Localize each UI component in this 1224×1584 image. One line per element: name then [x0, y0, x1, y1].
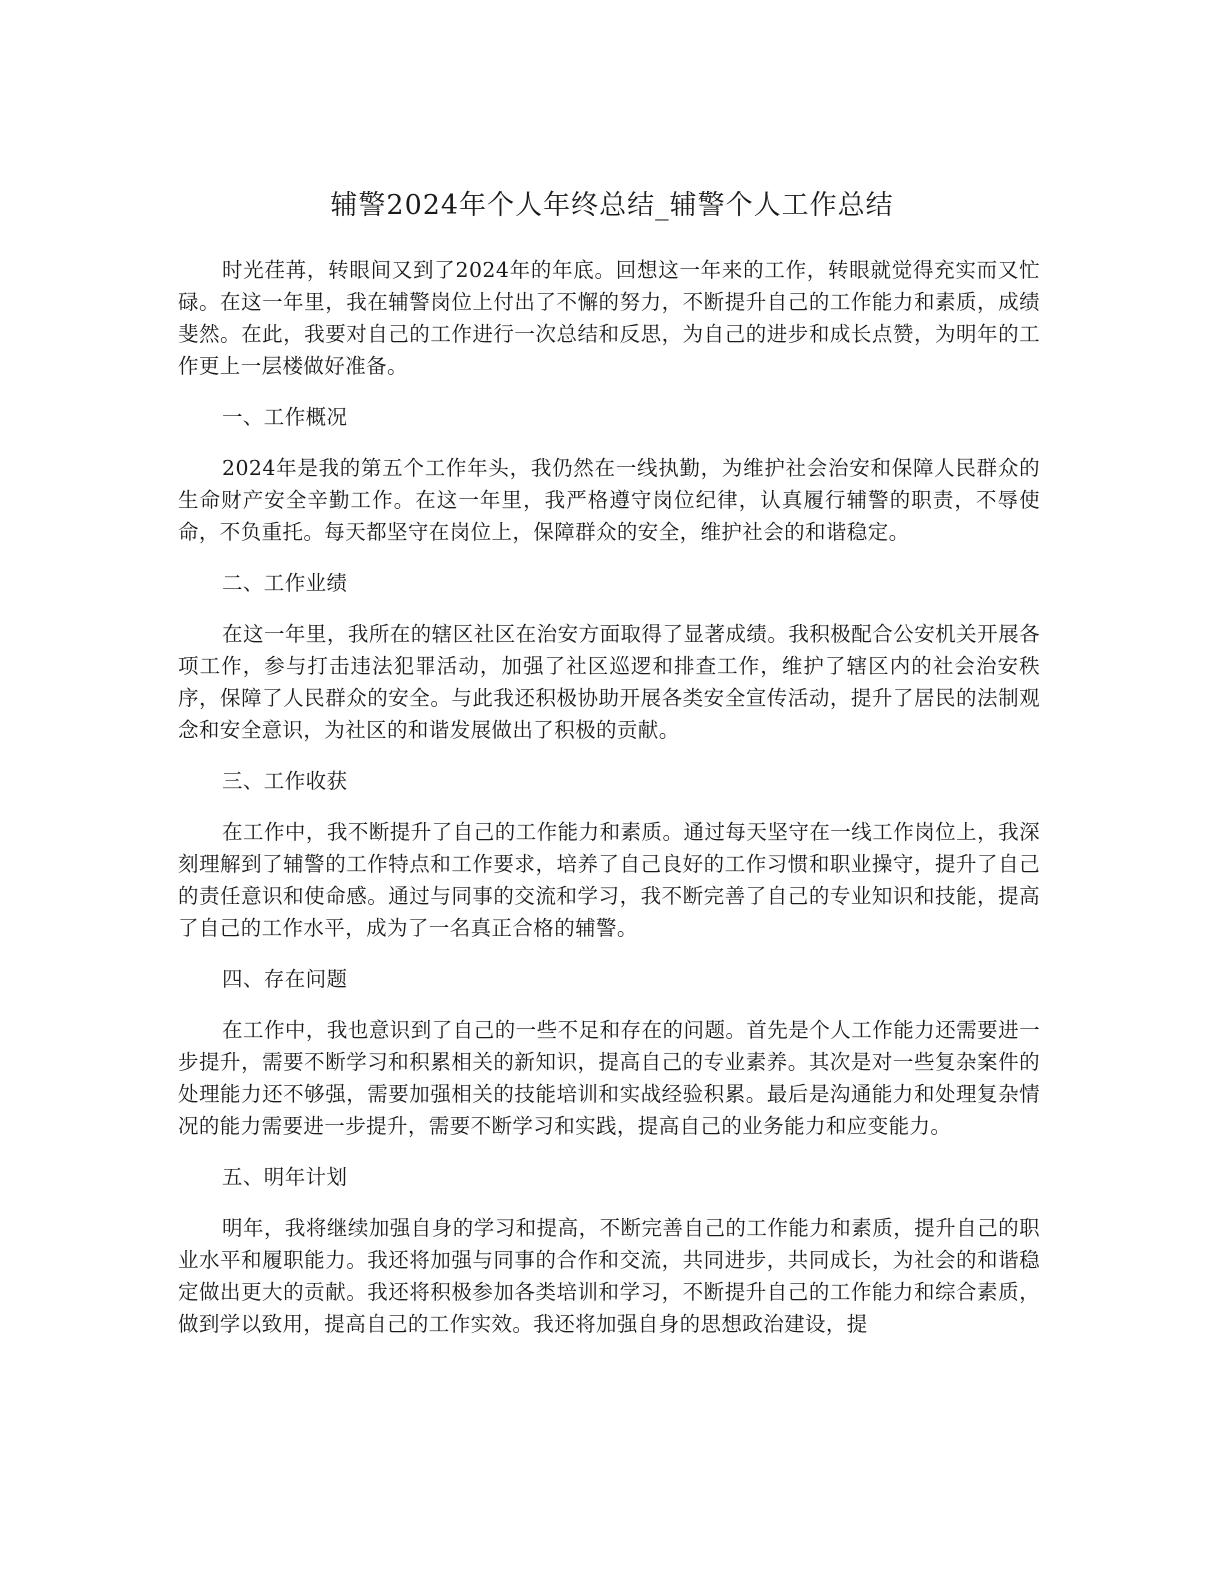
section-heading-gains: 三、工作收获 [222, 769, 348, 793]
section-heading-overview: 一、工作概况 [222, 405, 348, 429]
section-heading-problems: 四、存在问题 [222, 967, 348, 991]
section-heading-plan: 五、明年计划 [222, 1165, 348, 1189]
section-body-gains: 在工作中，我不断提升了自己的工作能力和素质。通过每天坚守在一线工作岗位上，我深刻理解到了辅警的工作特点和工作要求，培养了自己良好的工作习惯和职业操守，提升了自己的责任意识和使命感。通过与同事的交流和学习，我不断完善了自己的专业知识和技能，提高了自己的工作水平，成为了一名真正合格的辅警。 [178, 820, 1040, 940]
document-title: 辅警2024年个人年终总结_辅警个人工作总结 [330, 190, 894, 221]
section-body-overview: 2024年是我的第五个工作年头，我仍然在一线执勤，为维护社会治安和保障人民群众的生命财产安全辛勤工作。在这一年里，我严格遵守岗位纪律，认真履行辅警的职责，不辱使命，不负重托。每天都坚守在岗位上，保障群众的安全，维护社会的和谐稳定。 [178, 456, 1040, 544]
section-heading-achievements: 二、工作业绩 [222, 571, 348, 595]
intro-paragraph: 时光荏苒，转眼间又到了2024年的年底。回想这一年来的工作，转眼就觉得充实而又忙碌。在这一年里，我在辅警岗位上付出了不懈的努力，不断提升自己的工作能力和素质，成绩斐然。在此，我要对自己的工作进行一次总结和反思，为自己的进步和成长点赞，为明年的工作更上一层楼做好准备。 [178, 258, 1040, 378]
section-body-achievements: 在这一年里，我所在的辖区社区在治安方面取得了显著成绩。我积极配合公安机关开展各项工作，参与打击违法犯罪活动，加强了社区巡逻和排查工作，维护了辖区内的社会治安秩序，保障了人民群众的安全。与此我还积极协助开展各类安全宣传活动，提升了居民的法制观念和安全意识，为社区的和谐发展做出了积极的贡献。 [178, 622, 1040, 742]
document-body [178, 254, 1040, 1359]
section-body-problems: 在工作中，我也意识到了自己的一些不足和存在的问题。首先是个人工作能力还需要进一步提升，需要不断学习和积累相关的新知识，提高自己的专业素养。其次是对一些复杂案件的处理能力还不够强，需要加强相关的技能培训和实战经验积累。最后是沟通能力和处理复杂情况的能力需要进一步提升，需要不断学习和实践，提高自己的业务能力和应变能力。 [178, 1018, 1040, 1138]
section-body-plan: 明年，我将继续加强自身的学习和提高，不断完善自己的工作能力和素质，提升自己的职业水平和履职能力。我还将加强与同事的合作和交流，共同进步，共同成长，为社会的和谐稳定做出更大的贡献。我还将积极参加各类培训和学习，不断提升自己的工作能力和综合素质，做到学以致用，提高自己的工作实效。我还将加强自身的思想政治建设，提 [178, 1216, 1040, 1336]
